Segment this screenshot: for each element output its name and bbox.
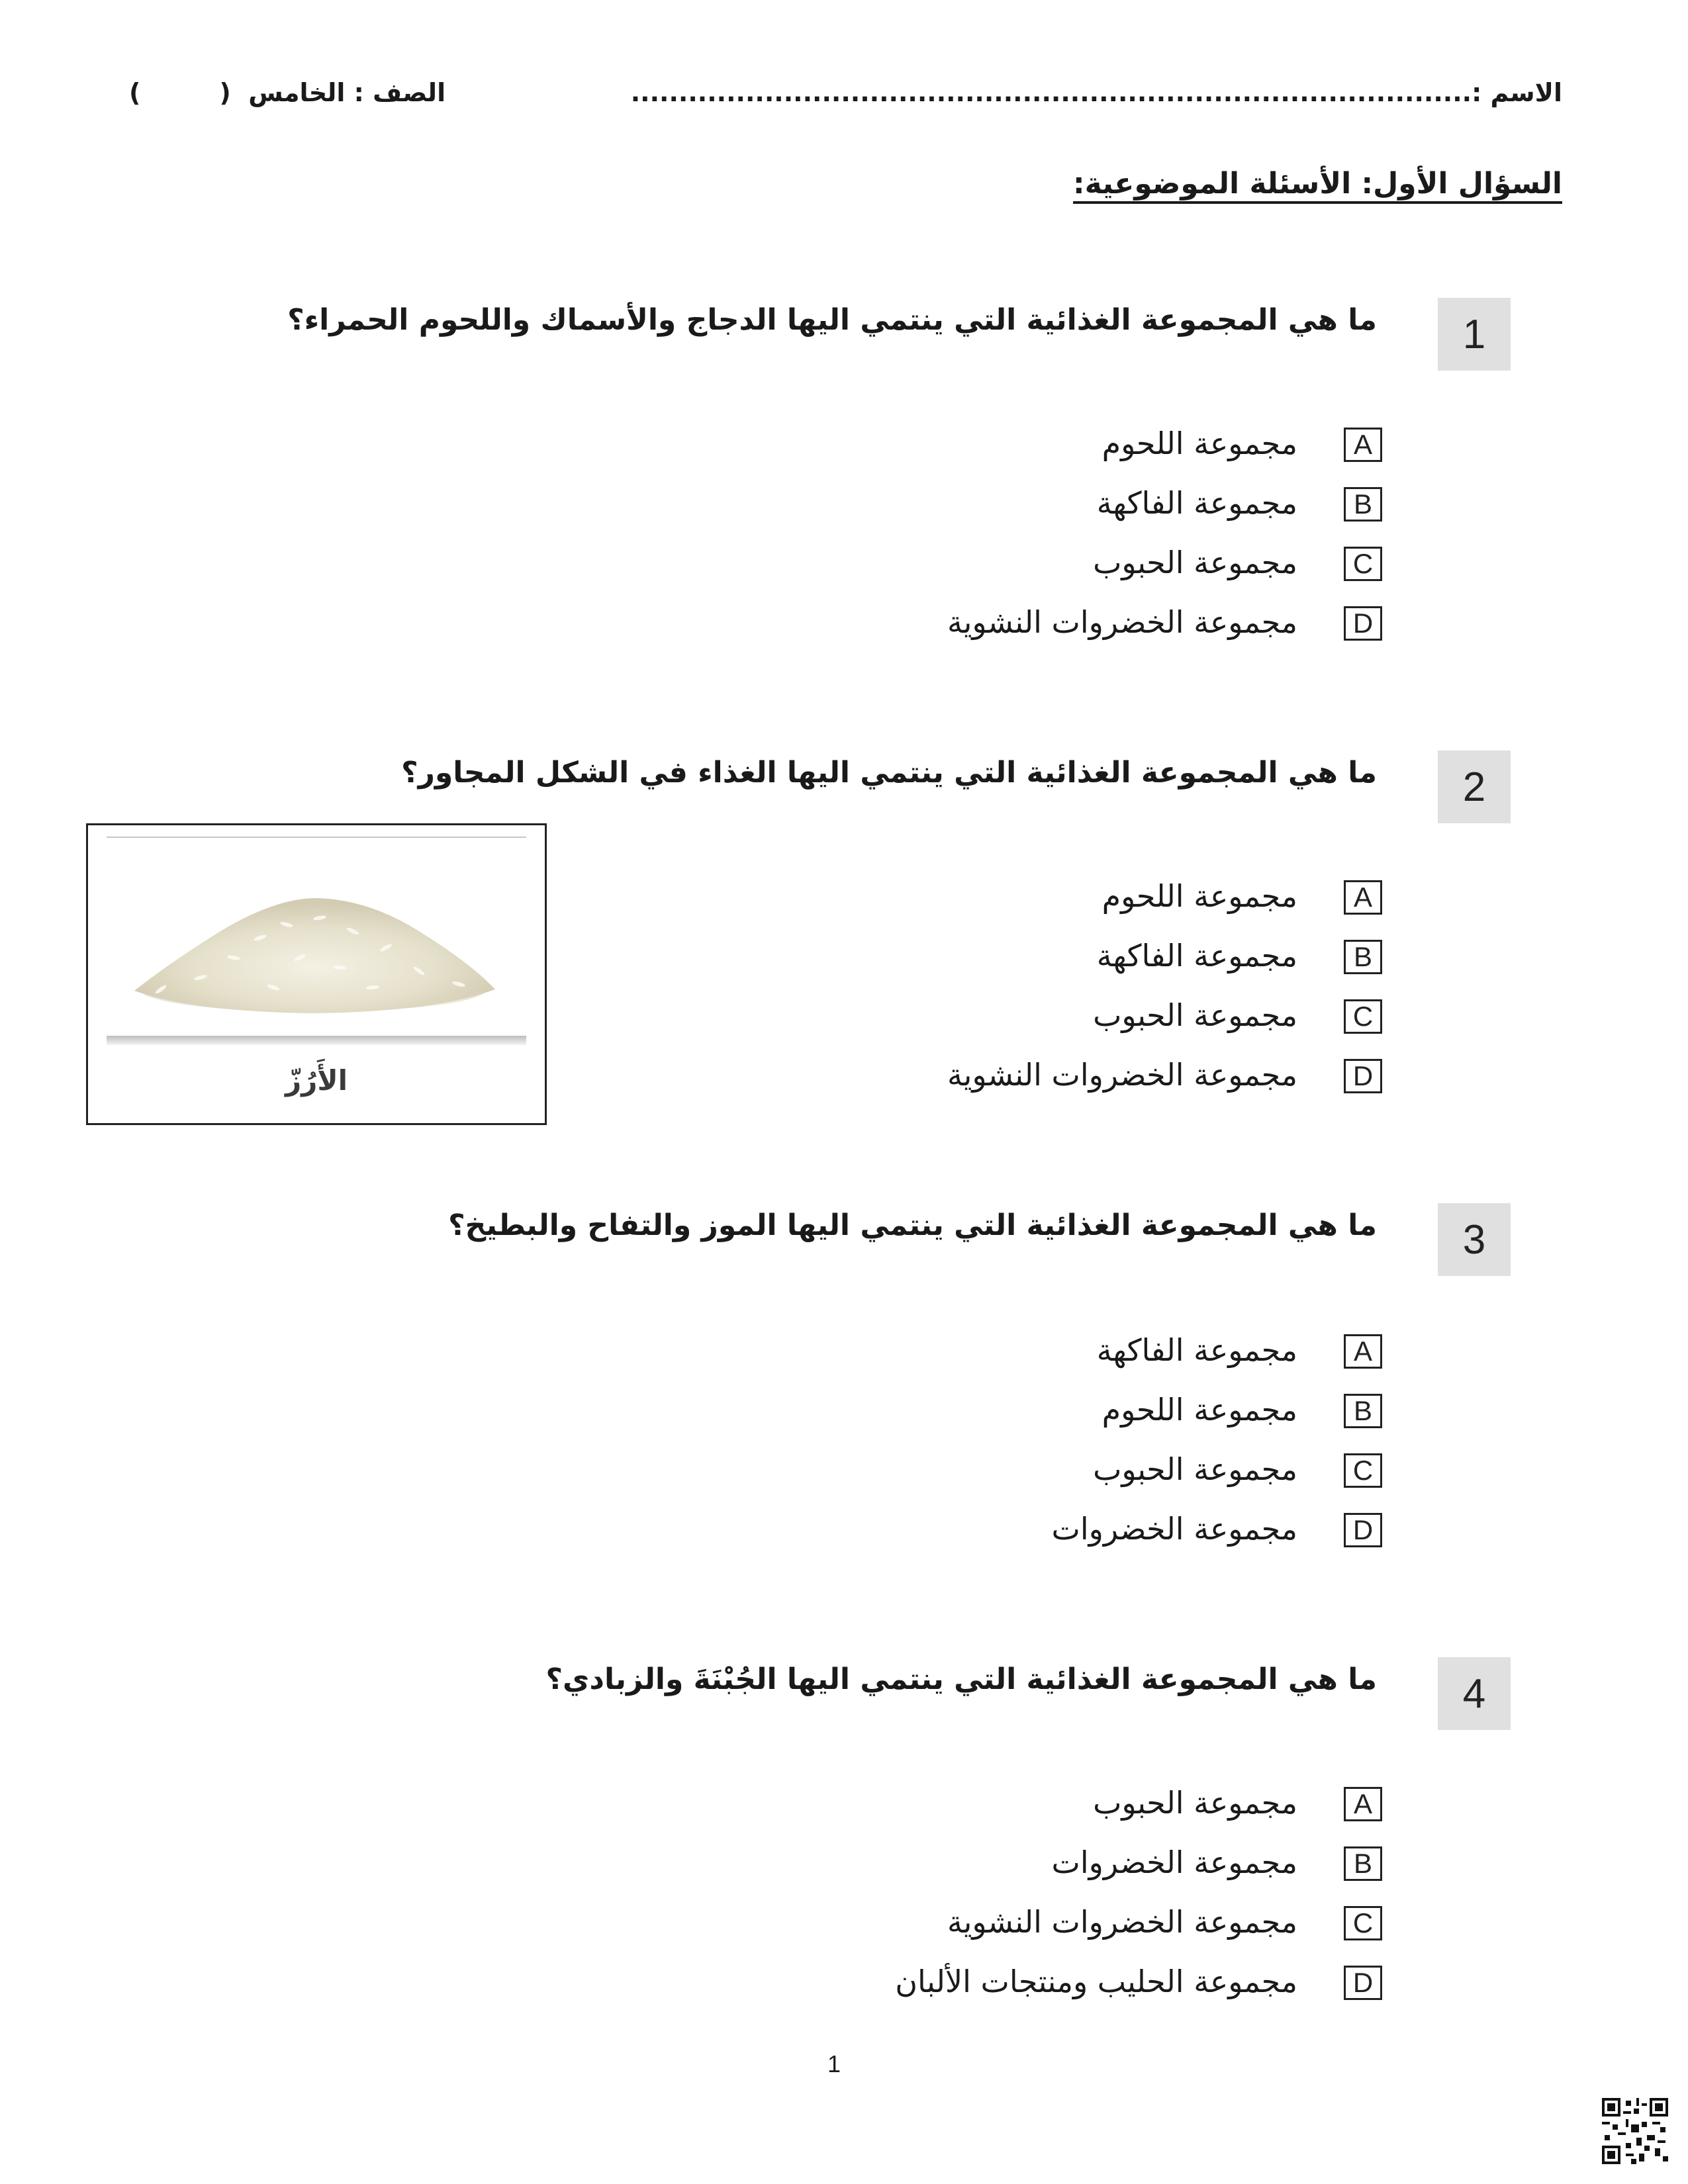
- page-number: 1: [827, 2050, 841, 2077]
- option-text: مجموعة الفاكهة: [1096, 485, 1297, 521]
- option-text: مجموعة اللحوم: [1102, 878, 1297, 914]
- option-letter[interactable]: B: [1344, 1846, 1382, 1881]
- option-letter[interactable]: D: [1344, 1059, 1382, 1093]
- question-text: ما هي المجموعة الغذائية التي ينتمي اليها الدجاج والأسماك واللحوم الحمراء؟: [287, 303, 1377, 337]
- option-letter[interactable]: B: [1344, 1394, 1382, 1428]
- option-letter[interactable]: A: [1344, 428, 1382, 462]
- question-number: 4: [1438, 1657, 1511, 1730]
- option-text: مجموعة الحليب ومنتجات الألبان: [895, 1964, 1297, 1999]
- option-letter[interactable]: A: [1344, 1334, 1382, 1369]
- option-letter[interactable]: A: [1344, 1787, 1382, 1821]
- option-text: مجموعة الخضروات النشوية: [947, 604, 1297, 640]
- option-text: مجموعة الفاكهة: [1096, 938, 1297, 974]
- section-title: السؤال الأول: الأسئلة الموضوعية:: [1073, 167, 1562, 201]
- question-text: ما هي المجموعة الغذائية التي ينتمي اليها الموز والتفاح والبطيخ؟: [448, 1208, 1377, 1242]
- question-text: ما هي المجموعة الغذائية التي ينتمي اليها الجُبْنَةَ والزبادي؟: [545, 1662, 1377, 1696]
- option-text: مجموعة الفاكهة: [1096, 1332, 1297, 1368]
- option-letter[interactable]: C: [1344, 999, 1382, 1034]
- option-letter[interactable]: C: [1344, 1906, 1382, 1940]
- option-letter[interactable]: D: [1344, 1966, 1382, 2000]
- option-text: مجموعة الحبوب: [1093, 1785, 1297, 1821]
- option-text: مجموعة الخضروات: [1051, 1844, 1297, 1880]
- rice-figure: [86, 823, 547, 1125]
- figure-caption: الأَرُزّ: [285, 1064, 348, 1097]
- name-field-label: الاسم :........................................................................................: [630, 78, 1562, 107]
- option-text: مجموعة اللحوم: [1102, 426, 1297, 461]
- option-text: مجموعة الخضروات النشوية: [947, 1057, 1297, 1093]
- grade-field-label: الصف : الخامس ( ): [129, 78, 446, 107]
- option-text: مجموعة اللحوم: [1102, 1392, 1297, 1428]
- question-number: 2: [1438, 751, 1511, 823]
- question-number: 3: [1438, 1203, 1511, 1276]
- qr-code-icon: [1602, 2098, 1668, 2164]
- rice-image: [88, 825, 545, 1123]
- option-text: مجموعة الحبوب: [1093, 997, 1297, 1033]
- option-letter[interactable]: A: [1344, 880, 1382, 915]
- option-letter[interactable]: C: [1344, 1453, 1382, 1488]
- question-text: ما هي المجموعة الغذائية التي ينتمي اليها الغذاء في الشكل المجاور؟: [401, 756, 1377, 790]
- option-letter[interactable]: D: [1344, 606, 1382, 641]
- option-text: مجموعة الحبوب: [1093, 545, 1297, 580]
- option-letter[interactable]: D: [1344, 1513, 1382, 1547]
- option-letter[interactable]: C: [1344, 547, 1382, 581]
- question-number: 1: [1438, 298, 1511, 371]
- option-letter[interactable]: B: [1344, 487, 1382, 522]
- option-text: مجموعة الخضروات النشوية: [947, 1904, 1297, 1940]
- option-text: مجموعة الحبوب: [1093, 1451, 1297, 1487]
- option-text: مجموعة الخضروات: [1051, 1511, 1297, 1547]
- option-letter[interactable]: B: [1344, 940, 1382, 974]
